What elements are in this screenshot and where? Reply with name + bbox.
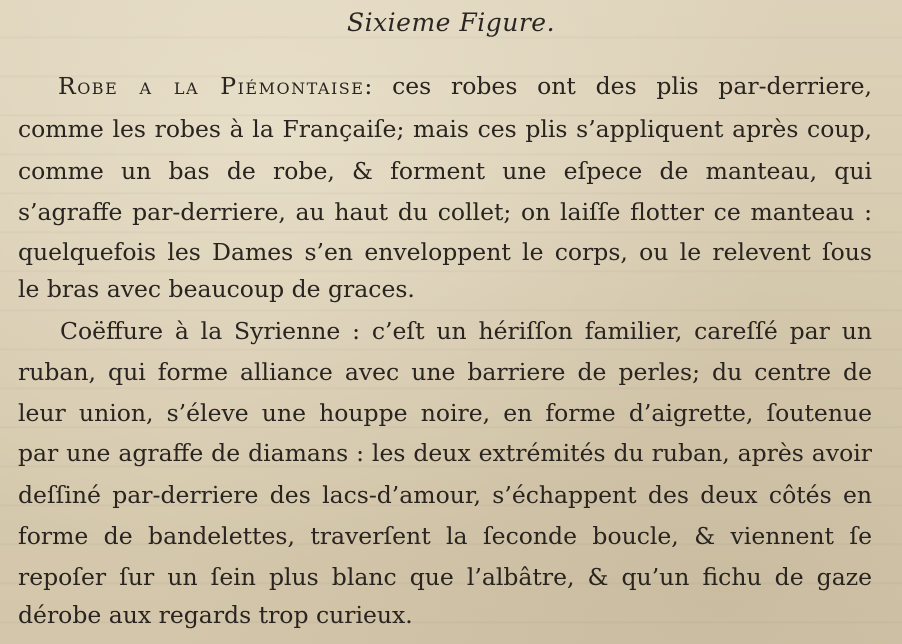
paragraph-2-line-6: forme de bandelettes, traverſent la ſeconde boucle, & viennent ſe (18, 522, 872, 550)
paragraph-2-line-3: leur union, s’éleve une houppe noire, en forme d’aigrette, ſoutenue (18, 399, 872, 427)
paragraph-2-line-1: Coëffure à la Syrienne : c’eſt un hériſſon familier, careſſé par un (60, 317, 872, 345)
paragraph-1-lead: Robe a la Piémontaise (58, 72, 365, 100)
paragraph-2-line-2: ruban, qui forme alliance avec une barriere de perles; du centre de (18, 358, 872, 386)
paragraph-1-line-1-text: : ces robes ont des plis par-derriere, (364, 72, 872, 100)
paragraph-2-line-4: par une agraffe de diamans : les deux extrémités du ruban, après avoir (18, 439, 872, 467)
figure-heading: Sixieme Figure. (346, 8, 556, 37)
paragraph-2-line-8: dérobe aux regards trop curieux. (18, 601, 413, 629)
paragraph-1-line-2: comme les robes à la Françaiſe; mais ces plis s’appliquent après coup, (18, 115, 872, 143)
paragraph-1-line-1 (58, 71, 872, 101)
paragraph-1-line-5: quelquefois les Dames s’en enveloppent le corps, ou le relevent ſous (18, 238, 872, 266)
paragraph-1-line-4: s’agraffe par-derriere, au haut du collet; on laiſſe flotter ce manteau : (18, 198, 872, 226)
paragraph-1-line-3: comme un bas de robe, & forment une eſpece de manteau, qui (18, 157, 872, 185)
paragraph-2-line-5: deſſiné par-derriere des lacs-d’amour, s’échappent des deux côtés en (18, 481, 872, 509)
paragraph-2-line-7: repoſer ſur un ſein plus blanc que l’albâtre, & qu’un fichu de gaze (18, 563, 872, 591)
paragraph-1-line-6: le bras avec beaucoup de graces. (18, 275, 415, 303)
